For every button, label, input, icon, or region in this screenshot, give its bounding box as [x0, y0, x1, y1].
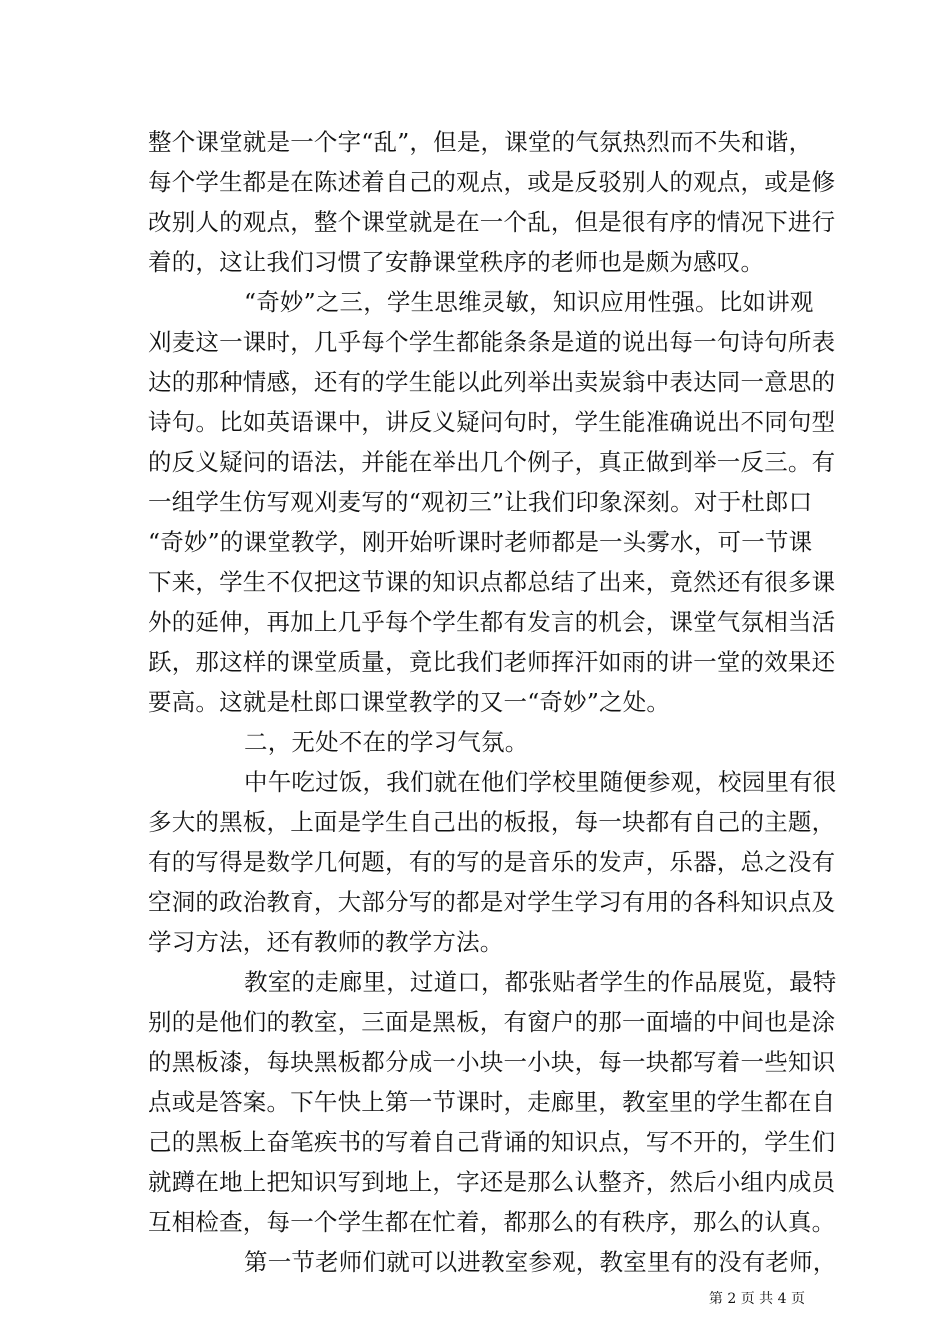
text-line: 改别人的观点，整个课堂就是在一个乱，但是很有序的情况下进行 — [148, 208, 836, 236]
text-line: 学习方法，还有教师的教学方法。 — [148, 928, 504, 956]
paragraph-first-line: 第一节老师们就可以进教室参观，教室里有的没有老师， — [244, 1248, 837, 1276]
text-line: 刈麦这一课时，几乎每个学生都能条条是道的说出每一句诗句所表 — [148, 328, 836, 356]
text-line: 多大的黑板，上面是学生自己出的板报，每一块都有自己的主题， — [148, 808, 836, 836]
text-line: 空洞的政治教育，大部分写的都是对学生学习有用的各科知识点及 — [148, 888, 836, 916]
text-line: 外的延伸，再加上几乎每个学生都有发言的机会，课堂气氛相当活 — [148, 608, 836, 636]
paragraph-first-line: “奇妙”之三，学生思维灵敏，知识应用性强。比如讲观 — [244, 288, 814, 316]
page-number-footer: 第 2 页 共 4 页 — [708, 1291, 805, 1307]
text-line: 着的，这让我们习惯了安静课堂秩序的老师也是颇为感叹。 — [148, 248, 765, 276]
text-line: 互相检查，每一个学生都在忙着，都那么的有秩序，那么的认真。 — [148, 1208, 836, 1236]
paragraph-first-line: 中午吃过饭，我们就在他们学校里随便参观，校园里有很 — [244, 768, 837, 796]
text-line: 跃，那这样的课堂质量，竟比我们老师挥汗如雨的讲一堂的效果还 — [148, 648, 836, 676]
text-line: “奇妙”的课堂教学，刚开始听课时老师都是一头雾水，可一节课 — [148, 528, 813, 556]
text-line: 每个学生都是在陈述着自己的观点，或是反驳别人的观点，或是修 — [148, 168, 836, 196]
section-heading: 二，无处不在的学习气氛。 — [244, 728, 529, 756]
text-line: 要高。这就是杜郎口课堂教学的又一“奇妙”之处。 — [148, 688, 671, 716]
text-line: 的反义疑问的语法，并能在举出几个例子，真正做到举一反三。有 — [148, 448, 836, 476]
text-line: 一组学生仿写观刈麦写的“观初三”让我们印象深刻。对于杜郎口 — [148, 488, 813, 516]
paragraph-first-line: 教室的走廊里，过道口，都张贴者学生的作品展览，最特 — [244, 968, 837, 996]
text-line: 就蹲在地上把知识写到地上，字还是那么认整齐，然后小组内成员 — [148, 1168, 836, 1196]
text-line: 的黑板漆，每块黑板都分成一小块一小块，每一块都写着一些知识 — [148, 1048, 836, 1076]
text-line: 整个课堂就是一个字“乱”，但是，课堂的气氛热烈而不失和谐， — [148, 128, 813, 156]
text-line: 诗句。比如英语课中，讲反义疑问句时，学生能准确说出不同句型 — [148, 408, 836, 436]
text-line: 别的是他们的教室，三面是黑板，有窗户的那一面墙的中间也是涂 — [148, 1008, 836, 1036]
text-line: 达的那种情感，还有的学生能以此列举出卖炭翁中表达同一意思的 — [148, 368, 836, 396]
text-line: 下来，学生不仅把这节课的知识点都总结了出来，竟然还有很多课 — [148, 568, 836, 596]
text-line: 有的写得是数学几何题，有的写的是音乐的发声，乐器，总之没有 — [148, 848, 836, 876]
text-line: 点或是答案。下午快上第一节课时，走廊里，教室里的学生都在自 — [148, 1088, 836, 1116]
text-line: 己的黑板上奋笔疾书的写着自己背诵的知识点，写不开的，学生们 — [148, 1128, 836, 1156]
